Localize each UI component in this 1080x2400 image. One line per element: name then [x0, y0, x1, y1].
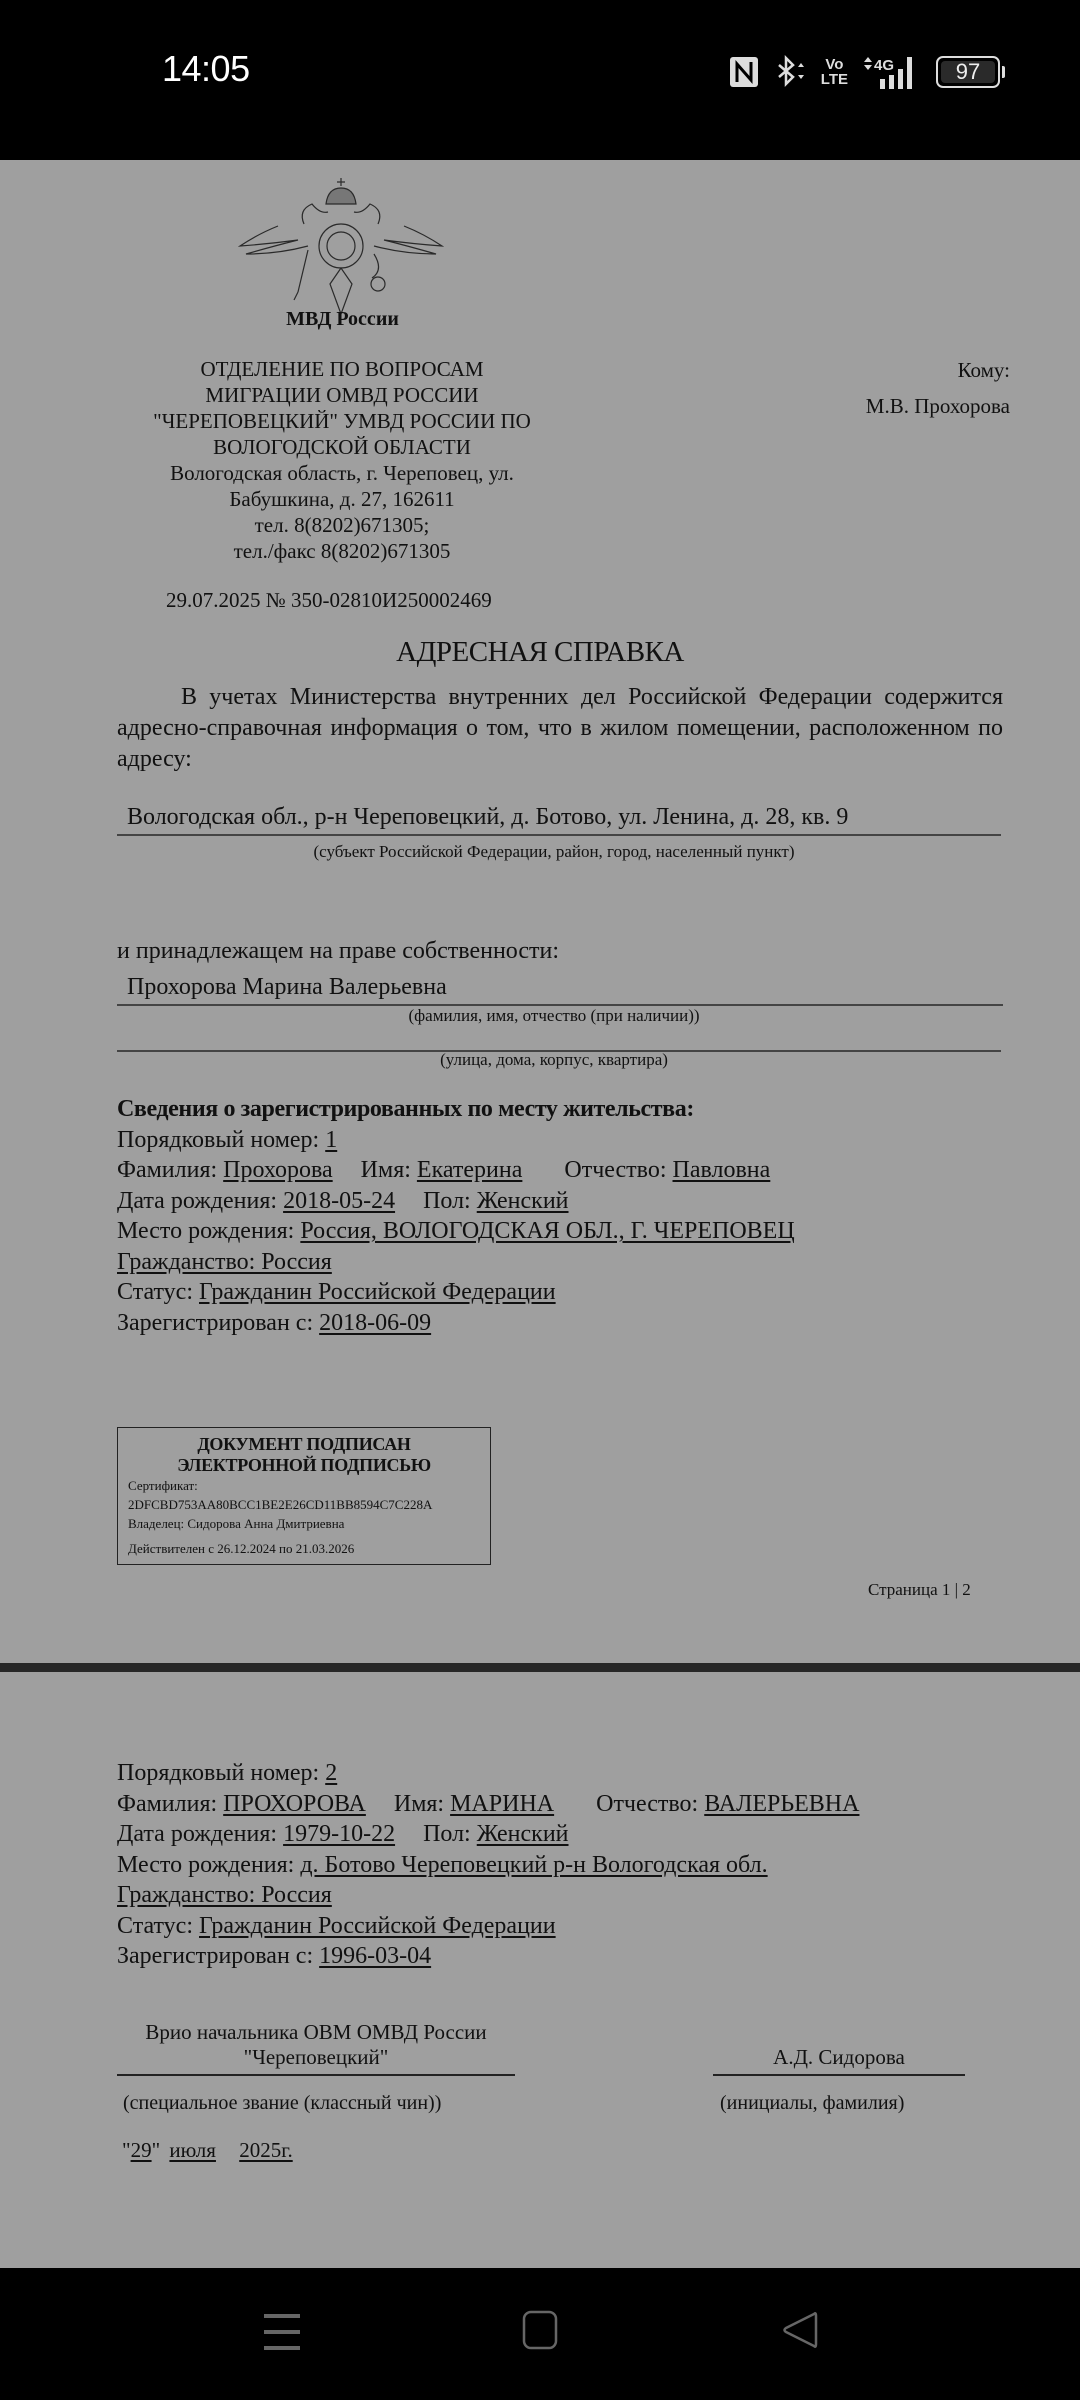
street-caption: (улица, дома, корпус, квартира) — [440, 1050, 668, 1069]
record-number: 2 — [325, 1760, 338, 1786]
org-block — [130, 356, 554, 564]
page-separator — [0, 1663, 1080, 1672]
name-value: МАРИНА — [450, 1790, 555, 1817]
volte-icon: Vo LTE — [820, 56, 848, 88]
date-year: 2025г. — [239, 2138, 293, 2162]
e-signature-stamp — [117, 1427, 491, 1565]
status-bar — [0, 0, 1080, 160]
record-number-row: Порядковый номер: 2 — [117, 1760, 338, 1786]
bluetooth-icon — [773, 55, 807, 89]
surname-value: ПРОХОРОВА — [223, 1790, 366, 1817]
org-line: ОТДЕЛЕНИЕ ПО ВОПРОСАМ — [200, 357, 484, 381]
sex-value: Женский — [476, 1821, 569, 1847]
mvd-emblem-icon — [238, 174, 444, 324]
org-line: "ЧЕРЕПОВЕЦКИЙ" УМВД РОССИИ ПО — [153, 409, 531, 433]
cert-owner: Владелец: Сидорова Анна Дмитриевна — [128, 1516, 345, 1531]
status-value: Гражданин Российской Федерации — [199, 1279, 556, 1305]
document-page-2 — [0, 1672, 1080, 2268]
registered-since-value: 1996-03-04 — [319, 1943, 432, 1969]
owner-field: Прохорова Марина Валерьевна — [117, 974, 1003, 1006]
registration-number: 29.07.2025 № 350-02810И250002469 — [166, 588, 492, 612]
registered-since-value: 2018-06-09 — [319, 1309, 432, 1336]
stamp-title-2: ЭЛЕКТРОННОЙ ПОДПИСЬЮ — [177, 1455, 431, 1475]
record-status-row: Статус: Гражданин Российской Федерации — [117, 1279, 556, 1305]
signer-caption: (инициалы, фамилия) — [720, 2092, 905, 2114]
back-icon[interactable] — [780, 2310, 820, 2350]
cert-id: 2DFCBD753AA80BCC1BE2E26CD11BB8594C7C228A — [128, 1497, 433, 1512]
date-day: 29 — [130, 2138, 152, 2162]
record-status-row: Статус: Гражданин Российской Федерации — [117, 1912, 556, 1939]
record-birthplace-row: Место рождения: д. Ботово Череповецкий р-н Вологодская обл. — [117, 1851, 768, 1878]
battery-level: 97 — [955, 59, 981, 84]
recipient-name: М.В. Прохорова — [865, 394, 1010, 418]
patronymic-value: ВАЛЕРЬЕВНА — [704, 1790, 860, 1817]
signer-position: Врио начальника ОВМ ОМВД России "Череповецкий" — [117, 2020, 515, 2076]
status-icons — [729, 54, 1000, 90]
intro-paragraph: В учетах Министерства внутренних дел Российской Федерации содержится адресно-справочная информация о том, что в жилом помещении, расположенном по адресу: — [117, 684, 1003, 772]
record-name-row: Фамилия: ПРОХОРОВА Имя: МАРИНА Отчество: ВАЛЕРЬЕВНА — [117, 1790, 860, 1817]
recipient-label: Кому: — [957, 358, 1010, 382]
record-number-row: Порядковый номер: 1 — [117, 1126, 338, 1153]
status-time: 14:05 — [162, 48, 250, 89]
document-page-1 — [0, 160, 1080, 1663]
date-month: июля — [169, 2138, 216, 2162]
birth-date-value: 2018-05-24 — [283, 1187, 396, 1214]
home-icon[interactable] — [522, 2310, 558, 2350]
4g-signal-icon — [862, 55, 922, 89]
nfc-icon — [729, 56, 759, 88]
org-line: ВОЛОГОДСКОЙ ОБЛАСТИ — [213, 435, 471, 459]
org-phone: тел. 8(8202)671305; — [254, 513, 430, 537]
position-caption: (специальное звание (классный чин)) — [123, 2092, 442, 2114]
org-address-line: Бабушкина, д. 27, 162611 — [229, 487, 455, 511]
record-registered-row: Зарегистрирован с: 2018-06-09 — [117, 1309, 432, 1336]
record-birth-row: Дата рождения: 1979-10-22 Пол: Женский — [117, 1821, 569, 1847]
birth-place-value: д. Ботово Череповецкий р-н Вологодская обл. — [300, 1851, 768, 1878]
cert-label: Сертификат: — [128, 1478, 198, 1493]
svg-text:4G: 4G — [874, 57, 895, 74]
resident-record-2 — [117, 1758, 859, 1972]
name-value: Екатерина — [416, 1157, 523, 1183]
agency-name: МВД России — [286, 308, 399, 330]
patronymic-value: Павловна — [672, 1157, 771, 1183]
citizenship-value: Гражданство: Россия — [117, 1882, 332, 1908]
recipient-block — [866, 352, 1010, 424]
sex-value: Женский — [476, 1187, 569, 1214]
cert-validity: Действителен с 26.12.2024 по 21.03.2026 — [128, 1541, 355, 1556]
stamp-title-1: ДОКУМЕНТ ПОДПИСАН — [197, 1434, 411, 1454]
record-birth-row: Дата рождения: 2018-05-24 Пол: Женский — [117, 1187, 569, 1214]
record-name-row: Фамилия: Прохорова Имя: Екатерина Отчество: Павловна — [117, 1157, 771, 1183]
surname-value: Прохорова — [223, 1157, 333, 1183]
citizenship-value: Гражданство: Россия — [117, 1248, 332, 1275]
record-birthplace-row: Место рождения: Россия, ВОЛОГОДСКАЯ ОБЛ., Г. ЧЕРЕПОВЕЦ — [117, 1218, 795, 1244]
page-indicator: Страница 1 | 2 — [868, 1580, 971, 1599]
signer-name: А.Д. Сидорова — [713, 2045, 965, 2076]
owner-caption: (фамилия, имя, отчество (при наличии)) — [408, 1006, 700, 1025]
birth-place-value: Россия, ВОЛОГОДСКАЯ ОБЛ., Г. ЧЕРЕПОВЕЦ — [300, 1218, 795, 1244]
record-number: 1 — [325, 1126, 338, 1153]
battery-icon — [936, 56, 1000, 88]
address-field: Вологодская обл., р-н Череповецкий, д. Ботово, ул. Ленина, д. 28, кв. 9 — [117, 804, 1001, 836]
org-address-line: Вологодская область, г. Череповец, ул. — [170, 461, 514, 485]
ownership-label: и принадлежащем на праве собственности: — [117, 938, 560, 964]
org-line: МИГРАЦИИ ОМВД РОССИИ — [205, 383, 479, 407]
signature-date: "29" июля 2025г. — [122, 2138, 293, 2162]
residents-heading: Сведения о зарегистрированных по месту жительства: — [117, 1096, 694, 1122]
address-caption: (субъект Российской Федерации, район, город, населенный пункт) — [313, 842, 795, 861]
menu-icon[interactable] — [264, 2312, 300, 2352]
document-title: АДРЕСНАЯ СПРАВКА — [396, 636, 684, 668]
resident-record-1 — [117, 1094, 795, 1338]
record-registered-row: Зарегистрирован с: 1996-03-04 — [117, 1943, 432, 1969]
status-value: Гражданин Российской Федерации — [199, 1912, 556, 1939]
birth-date-value: 1979-10-22 — [283, 1821, 396, 1847]
navigation-bar — [0, 2268, 1080, 2400]
org-fax: тел./факс 8(8202)671305 — [233, 539, 451, 563]
